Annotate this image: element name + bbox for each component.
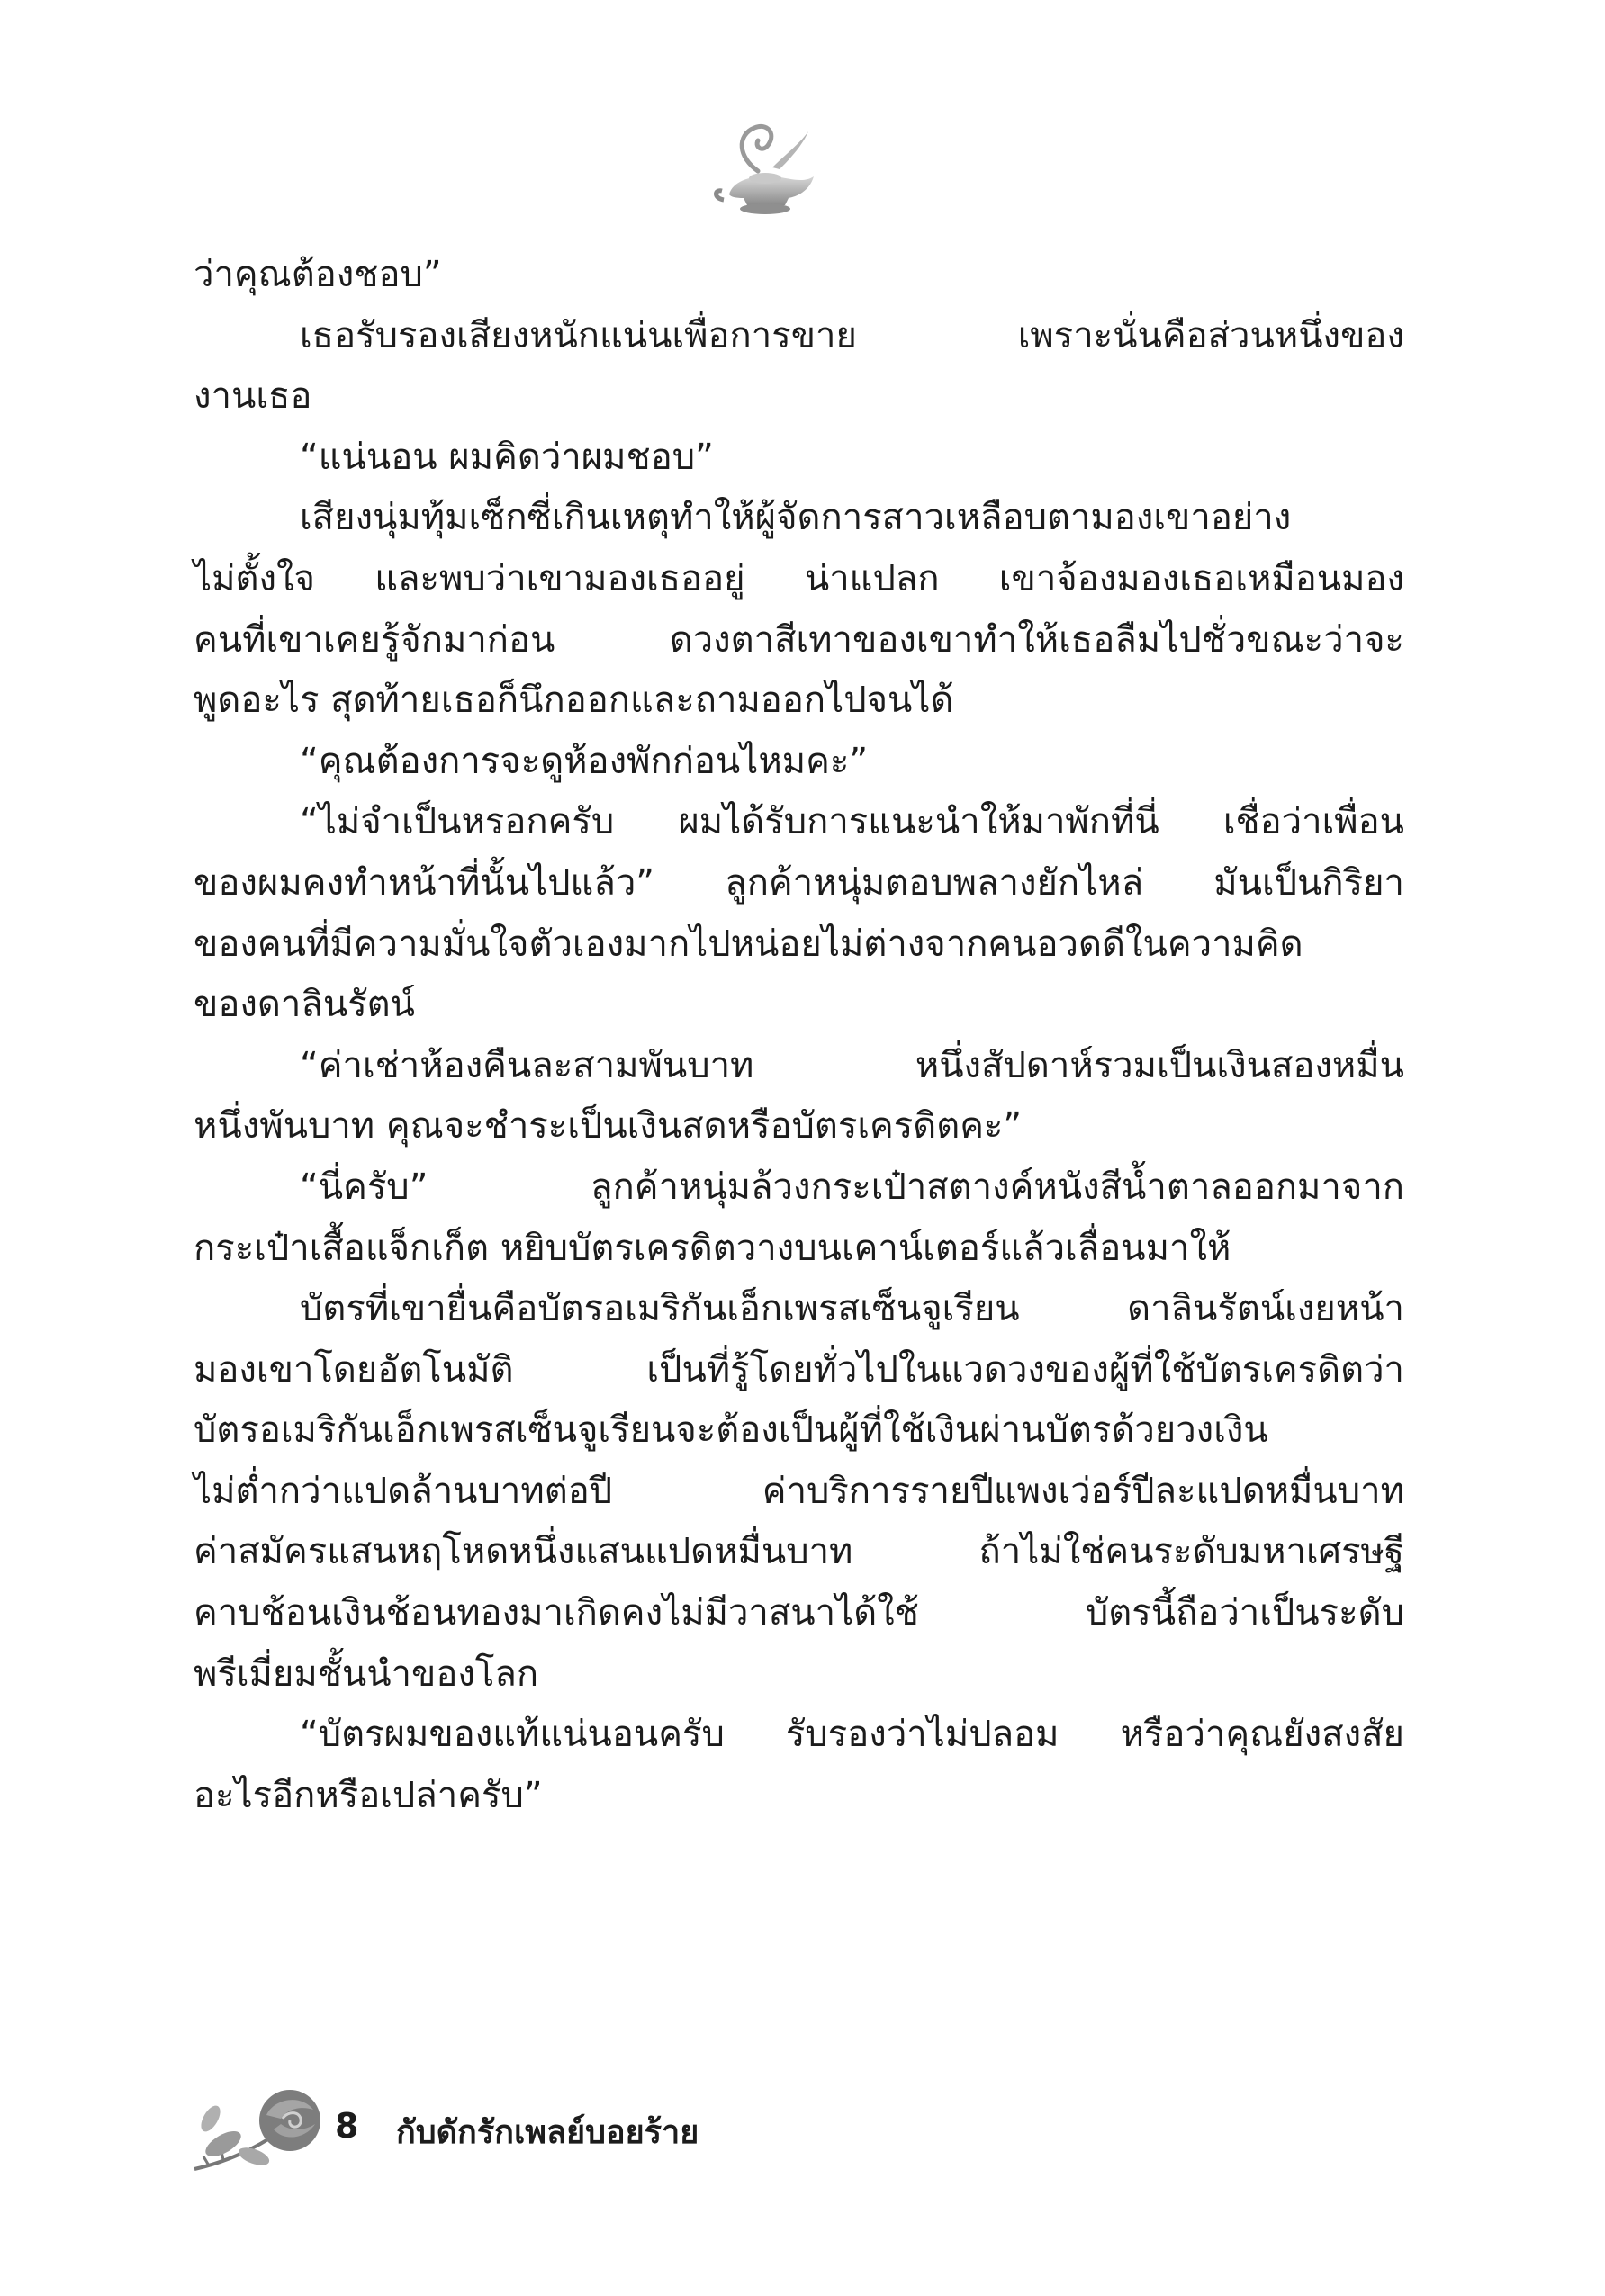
text-line: บัตรที่เขายื่นคือบัตรอเมริกันเอ็กเพรสเซ็นจูเรียน ดาลินรัตน์เงยหน้า — [300, 1288, 1404, 1330]
text-line: “ค่าเช่าห้องคืนละสามพันบาท หนึ่งสัปดาห์รวมเป็นเงินสองหมื่น — [300, 1044, 1404, 1086]
text-line: อะไรอีกหรือเปล่าครับ” — [194, 1774, 543, 1816]
text-line: ของคนที่มีความมั่นใจตัวเองมากไปหน่อยไม่ต่างจากคนอวดดีในความคิด — [194, 923, 1303, 965]
magic-lamp-ornament — [702, 108, 828, 234]
text-line: กระเป๋าเสื้อแจ็กเก็ต หยิบบัตรเครดิตวางบนเคาน์เตอร์แล้วเลื่อนมาให้ — [194, 1227, 1231, 1269]
text-line: “แน่นอน ผมคิดว่าผมชอบ” — [300, 436, 714, 478]
text-line: บัตรอเมริกันเอ็กเพรสเซ็นจูเรียนจะต้องเป็นผู้ที่ใช้เงินผ่านบัตรด้วยวงเงิน — [194, 1409, 1268, 1452]
text-line: เสียงนุ่มทุ้มเซ็กซี่เกินเหตุทำให้ผู้จัดการสาวเหลือบตามองเขาอย่าง — [300, 497, 1292, 539]
text-line: คนที่เขาเคยรู้จักมาก่อน ดวงตาสีเทาของเขาทำให้เธอลืมไปชั่วขณะว่าจะ — [194, 618, 1404, 661]
rose-icon — [191, 2079, 335, 2178]
text-line: ของดาลินรัตน์ — [194, 984, 415, 1026]
text-line: มองเขาโดยอัตโนมัติ เป็นที่รู้โดยทั่วไปในแวดวงของผู้ที่ใช้บัตรเครดิตว่า — [194, 1348, 1404, 1391]
text-line: งานเธอ — [194, 375, 312, 418]
text-line: หนึ่งพันบาท คุณจะชำระเป็นเงินสดหรือบัตรเครดิตคะ” — [194, 1105, 1023, 1148]
book-title: กับดักรักเพลย์บอยร้าย — [396, 2114, 699, 2151]
text-line: “คุณต้องการจะดูห้องพักก่อนไหมคะ” — [300, 740, 869, 782]
text-line: พูดอะไร สุดท้ายเธอก็นึกออกและถามออกไปจนได้ — [194, 680, 954, 722]
text-line: ของผมคงทำหน้าที่นั้นไปแล้ว” ลูกค้าหนุ่มตอบพลางยักไหล่ มันเป็นกิริยา — [194, 861, 1404, 904]
text-line: ไม่ตั้งใจ และพบว่าเขามองเธออยู่ น่าแปลก เขาจ้องมองเธอเหมือนมอง — [194, 557, 1404, 599]
text-line: ค่าสมัครแสนหฤโหดหนึ่งแสนแปดหมื่นบาท ถ้าไม่ใช่คนระดับมหาเศรษฐี — [194, 1531, 1404, 1573]
text-line: “ไม่จำเป็นหรอกครับ ผมได้รับการแนะนำให้มาพักที่นี่ เชื่อว่าเพื่อน — [300, 801, 1404, 843]
body-text — [194, 245, 1404, 1826]
text-line: “บัตรผมของแท้แน่นอนครับ รับรองว่าไม่ปลอม หรือว่าคุณยังสงสัย — [300, 1714, 1404, 1756]
text-line: คาบช้อนเงินช้อนทองมาเกิดคงไม่มีวาสนาได้ใช้ บัตรนี้ถือว่าเป็นระดับ — [194, 1592, 1404, 1634]
page-footer — [191, 2079, 821, 2178]
page-number: 8 — [335, 2106, 359, 2146]
text-line: “นี่ครับ” ลูกค้าหนุ่มล้วงกระเป๋าสตางค์หนังสีน้ำตาลออกมาจาก — [300, 1166, 1404, 1208]
text-line: เธอรับรองเสียงหนักแน่นเพื่อการขาย เพราะนั่นคือส่วนหนึ่งของ — [300, 314, 1404, 356]
text-line: พรีเมี่ยมชั้นนำของโลก — [194, 1652, 539, 1695]
text-line: ว่าคุณต้องชอบ” — [194, 254, 442, 295]
text-line: ไม่ต่ำกว่าแปดล้านบาทต่อปี ค่าบริการรายปีแพงเว่อร์ปีละแปดหมื่นบาท — [194, 1470, 1404, 1512]
